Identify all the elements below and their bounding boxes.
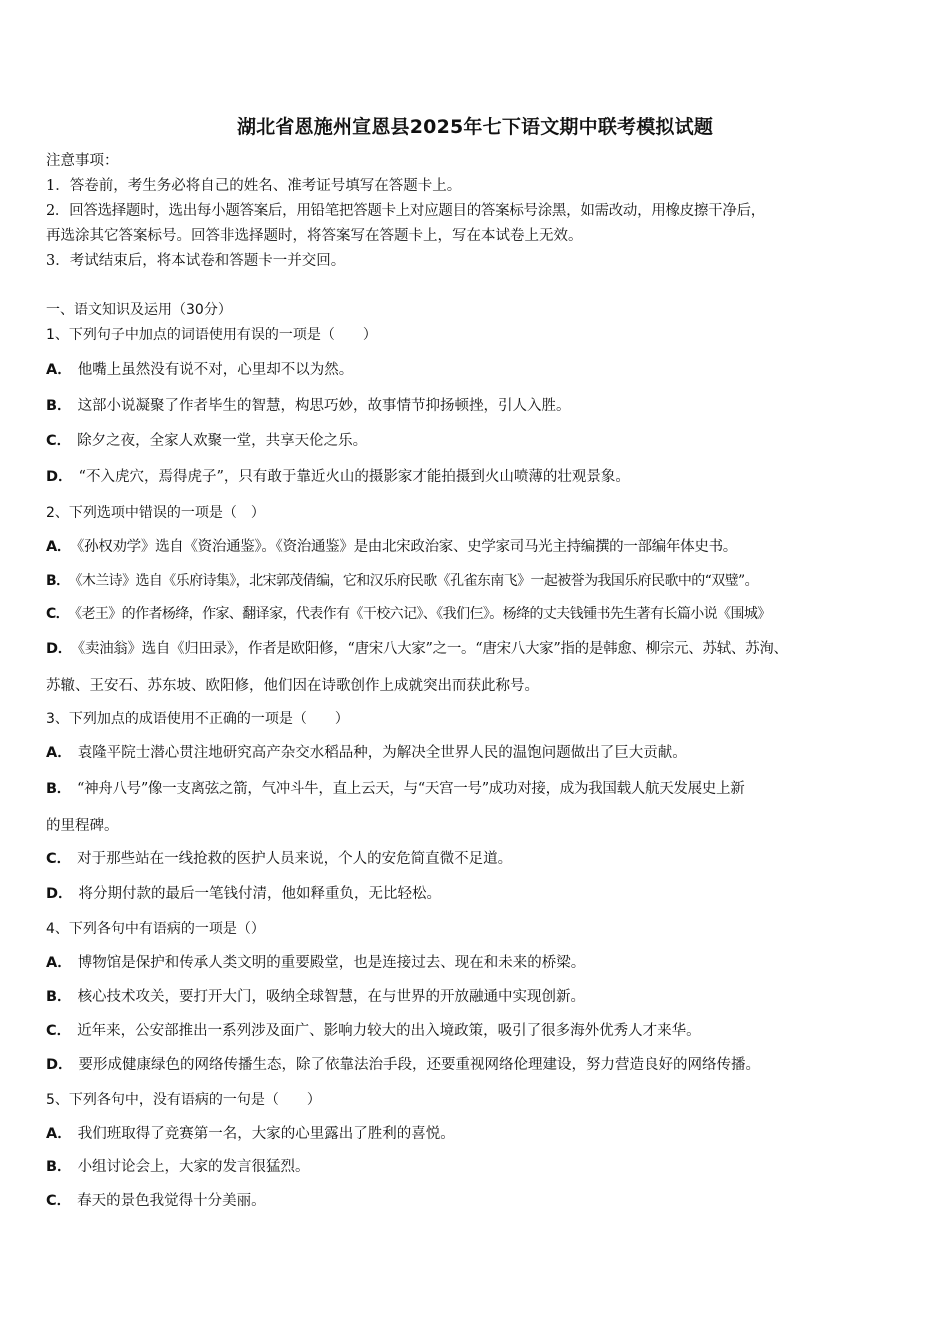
- option-text: 近年来，公安部推出一系列涉及面广、影响力较大的出入境政策，吸引了很多海外优秀人才来华。: [77, 1023, 701, 1039]
- option-letter: B．: [46, 1159, 72, 1175]
- option-a: [46, 953, 585, 973]
- question-stem: 3、下列加点的成语使用不正确的一项是（ ）: [46, 711, 349, 727]
- notice-item: 3．考试结束后，将本试卷和答题卡一并交回。: [46, 253, 346, 269]
- option-letter: C．: [46, 851, 72, 867]
- option-letter: D．: [46, 1057, 73, 1073]
- option-letter: D．: [46, 469, 73, 485]
- option-text: 《木兰诗》选自《乐府诗集》，北宋郭茂倩编，它和汉乐府民歌《孔雀东南飞》一起被誉为我国乐府民歌中的“双璧”。: [75, 573, 758, 589]
- option-text: 他嘴上虽然没有说不对，心里却不以为然。: [77, 362, 354, 378]
- option-text: 《老王》的作者杨绛，作家、翻译家，代表作有《干校六记》、《我们仨》。杨绛的丈夫钱锺书先生著有长篇小说《围城》: [75, 606, 771, 622]
- option-letter: B．: [46, 781, 71, 797]
- option-text: 对于那些站在一线抢救的医护人员来说，个人的安危简直微不足道。: [77, 851, 513, 867]
- option-a: [46, 743, 687, 763]
- option-a: [46, 360, 353, 380]
- option-b: [46, 1157, 310, 1177]
- option-text: 袁隆平院士潜心贯注地研究高产杂交水稻品种，为解决全世界人民的温饱问题做出了巨大贡献。: [77, 745, 687, 761]
- option-letter: A．: [46, 362, 72, 378]
- option-letter: A．: [46, 745, 72, 761]
- option-c: [46, 1191, 266, 1211]
- option-c: [46, 849, 512, 869]
- option-continuation: [46, 816, 119, 836]
- option-c: [46, 604, 771, 624]
- question-stem: 2、下列选项中错误的一项是（ ）: [46, 505, 265, 521]
- option-d: [46, 1055, 760, 1075]
- notice-item: 2．回答选择题时，选出每小题答案后，用铅笔把答题卡上对应题目的答案标号涂黑，如需改动，用橡皮擦干净后，: [46, 203, 765, 219]
- section-heading: 一、语文知识及运用（30分）: [46, 302, 232, 318]
- option-continuation: [46, 676, 539, 696]
- notice-item: 1．答卷前，考生务必将自己的姓名、准考证号填写在答题卡上。: [46, 178, 462, 194]
- option-d: [46, 467, 630, 487]
- option-letter: C．: [46, 1023, 72, 1039]
- option-letter: A．: [46, 955, 72, 971]
- notice-item: 再选涂其它答案标号。回答非选择题时，将答案写在答题卡上，写在本试卷上无效。: [46, 228, 583, 244]
- option-letter: A．: [46, 539, 72, 555]
- option-text: “不入虎穴，焉得虎子”，只有敢于靠近火山的摄影家才能拍摄到火山喷薄的壮观景象。: [78, 469, 630, 485]
- option-text: 的里程碑。: [46, 818, 119, 834]
- option-text: 这部小说凝聚了作者毕生的智慧，构思巧妙，故事情节抑扬顿挫，引人入胜。: [77, 398, 571, 414]
- option-a: [46, 1124, 455, 1144]
- option-d: [46, 639, 788, 659]
- page-title: 湖北省恩施州宣恩县2025年七下语文期中联考模拟试题: [236, 116, 714, 138]
- option-text: 核心技术攻关，要打开大门，吸纳全球智慧，在与世界的开放融通中实现创新。: [77, 989, 586, 1005]
- option-c: [46, 1021, 701, 1041]
- option-text: 我们班取得了竞赛第一名，大家的心里露出了胜利的喜悦。: [77, 1126, 455, 1142]
- option-text: 《孙权劝学》选自《资治通鉴》。《资治通鉴》是由北宋政治家、史学家司马光主持编撰的一部编年体史书。: [77, 539, 737, 555]
- option-c: [46, 431, 367, 451]
- option-text: 小组讨论会上，大家的发言很猛烈。: [77, 1159, 310, 1175]
- option-letter: D．: [46, 886, 73, 902]
- option-d: [46, 884, 441, 904]
- option-b: [46, 987, 585, 1007]
- option-text: “神舟八号”像一支离弦之箭，气冲斗牛，直上云天，与“天宫一号”成功对接，成为我国载人航天发展史上新: [76, 781, 745, 797]
- question-stem: 5、下列各句中，没有语病的一句是（ ）: [46, 1092, 321, 1108]
- option-b: [46, 396, 571, 416]
- option-letter: C．: [46, 433, 72, 449]
- option-text: 博物馆是保护和传承人类文明的重要殿堂，也是连接过去、现在和未来的桥梁。: [77, 955, 586, 971]
- option-text: 要形成健康绿色的网络传播生态，除了依靠法治手段，还要重视网络伦理建设，努力营造良好的网络传播。: [78, 1057, 761, 1073]
- option-text: 《卖油翁》选自《归田录》，作者是欧阳修，“唐宋八大家”之一。“唐宋八大家”指的是韩愈、柳宗元、苏轼、苏洵、: [77, 641, 788, 657]
- option-text: 苏辙、王安石、苏东坡、欧阳修，他们因在诗歌创作上成就突出而获此称号。: [46, 678, 539, 694]
- option-letter: A．: [46, 1126, 72, 1142]
- option-b: [46, 779, 744, 799]
- option-letter: C．: [46, 606, 70, 622]
- notice-heading: 注意事项：: [46, 153, 119, 169]
- option-text: 春天的景色我觉得十分美丽。: [77, 1193, 266, 1209]
- option-text: 除夕之夜，全家人欢聚一堂，共享天伦之乐。: [77, 433, 368, 449]
- option-a: [46, 537, 737, 557]
- option-letter: D．: [46, 641, 72, 657]
- option-text: 将分期付款的最后一笔钱付清，他如释重负，无比轻松。: [78, 886, 442, 902]
- option-letter: B．: [46, 398, 72, 414]
- option-letter: C．: [46, 1193, 72, 1209]
- question-stem: 4、下列各句中有语病的一项是（）: [46, 921, 265, 937]
- question-stem: 1、下列句子中加点的词语使用有误的一项是（ ）: [46, 327, 377, 343]
- option-letter: B．: [46, 989, 72, 1005]
- option-b: [46, 571, 758, 591]
- option-letter: B．: [46, 573, 70, 589]
